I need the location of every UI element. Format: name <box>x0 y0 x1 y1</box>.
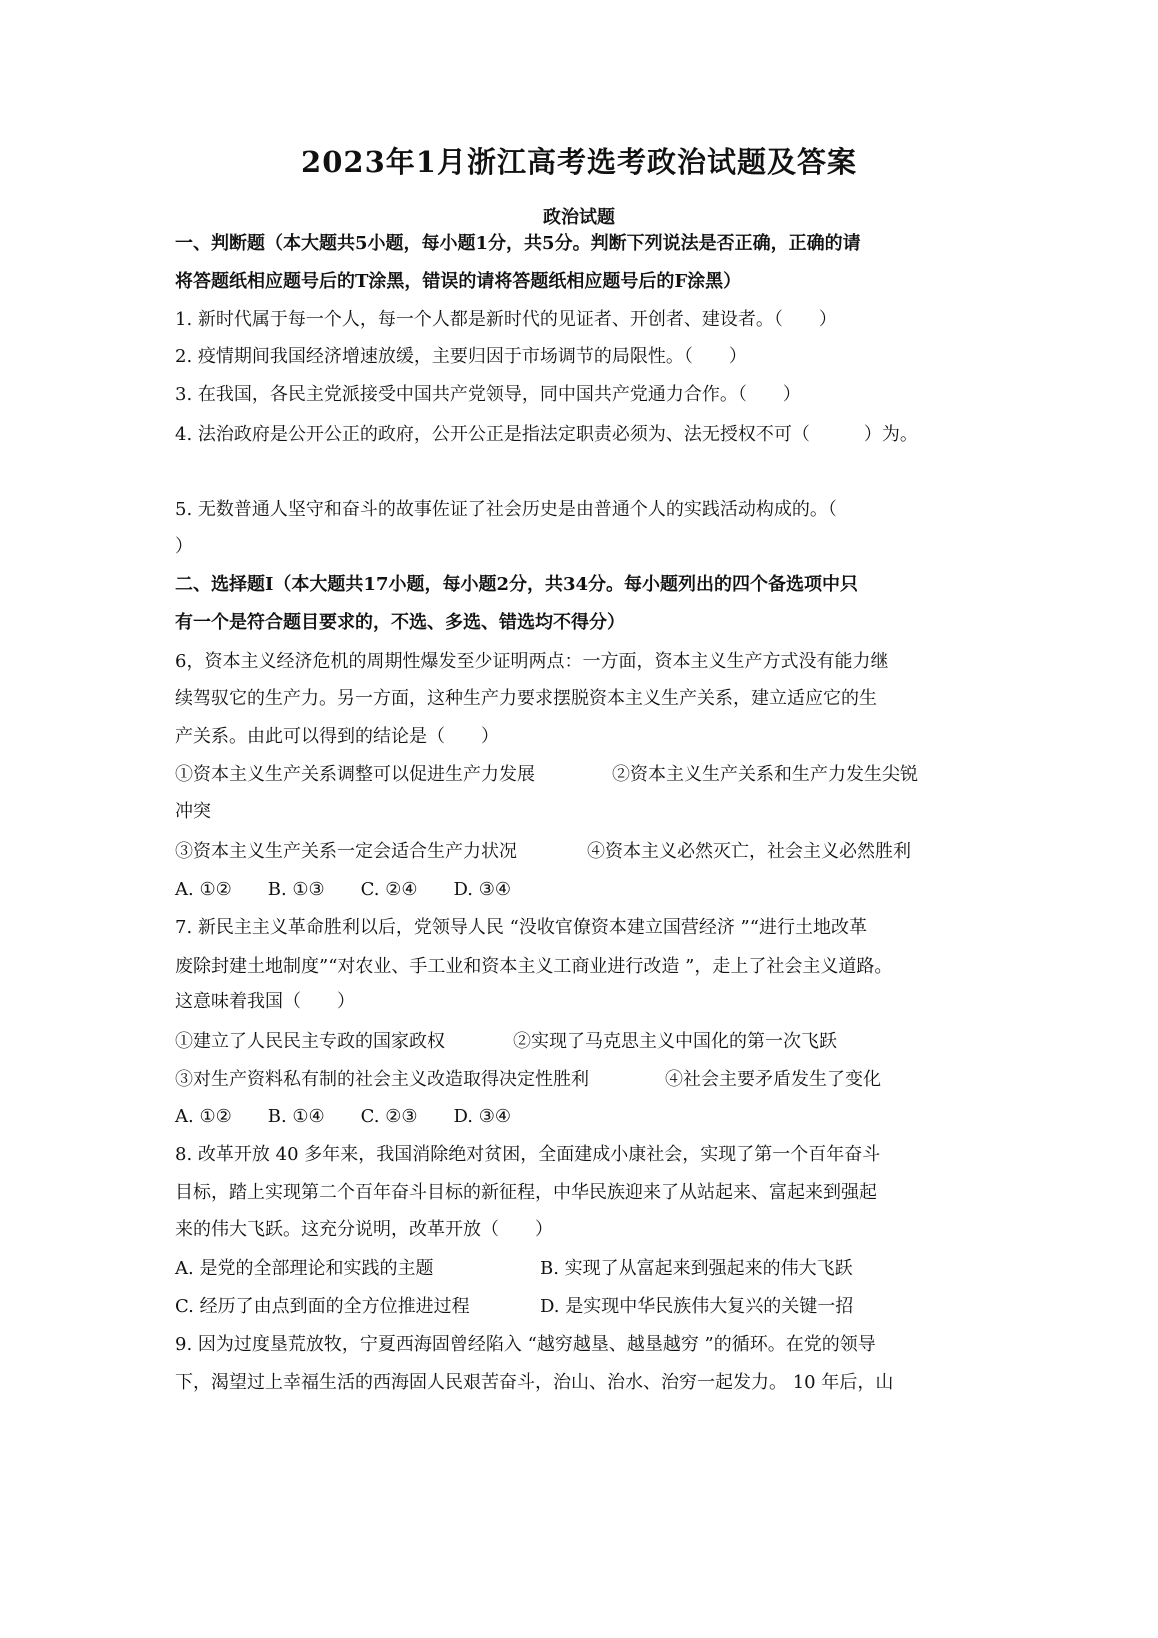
question-7-line-3: 这意味着我国（ ） <box>175 991 355 1012</box>
page-title: 2023年1月浙江高考选考政治试题及答案 <box>301 145 857 179</box>
question-6: 6，资本主义经济危机的周期性爆发至少证明两点：一方面，资本主义生产方式没有能力继 <box>175 651 889 672</box>
section-1-heading: 一、判断题（本大题共5小题，每小题1分，共5分。判断下列说法是否正确，正确的请 <box>175 233 861 254</box>
q7-answer-choices: A. ①② B. ①④ C. ②③ D. ③④ <box>175 1106 512 1127</box>
q6-option-2: ②资本主义生产关系和生产力发生尖锐 <box>612 764 918 785</box>
question-9-line-2: 下，渴望过上幸福生活的西海固人民艰苦奋斗，治山、治水、治穷一起发力。 10 年后，山 <box>175 1372 894 1393</box>
q7-option-1: ①建立了人民民主专政的国家政权 <box>175 1031 445 1052</box>
section-2-heading: 二、选择题Ⅰ（本大题共17小题，每小题2分，共34分。每小题列出的四个备选项中只 <box>175 574 859 595</box>
question-7-line-2: 废除封建土地制度”“对农业、手工业和资本主义工商业进行改造 ”，走上了社会主义道路。 <box>175 956 893 977</box>
q7-option-2: ②实现了马克思主义中国化的第一次飞跃 <box>513 1031 837 1052</box>
question-4: 4. 法治政府是公开公正的政府，公开公正是指法定职责必须为、法无授权不可（ ）为。 <box>175 424 918 445</box>
q6-option-1: ①资本主义生产关系调整可以促进生产力发展 <box>175 764 535 785</box>
q6-answer-choices: A. ①② B. ①③ C. ②④ D. ③④ <box>175 879 512 900</box>
question-6-line-3: 产关系。由此可以得到的结论是（ ） <box>175 726 499 747</box>
q8-option-c: C. 经历了由点到面的全方位推进过程 <box>175 1296 470 1317</box>
question-2: 2. 疫情期间我国经济增速放缓，主要归因于市场调节的局限性。（ ） <box>175 346 747 367</box>
question-5-cont: ） <box>175 536 193 557</box>
question-1: 1. 新时代属于每一个人，每一个人都是新时代的见证者、开创者、建设者。（ ） <box>175 309 837 330</box>
q6-option-4: ④资本主义必然灭亡，社会主义必然胜利 <box>587 841 911 862</box>
q8-option-a: A. 是党的全部理论和实践的主题 <box>175 1258 434 1279</box>
q6-option-2-cont: 冲突 <box>175 801 211 822</box>
q6-option-3: ③资本主义生产关系一定会适合生产力状况 <box>175 841 517 862</box>
section-2-heading-cont: 有一个是符合题目要求的，不选、多选、错选均不得分） <box>175 612 625 633</box>
question-7: 7. 新民主主义革命胜利以后，党领导人民 “没收官僚资本建立国营经济 ”“进行土地改革 <box>175 917 867 938</box>
q8-option-b: B. 实现了从富起来到强起来的伟大飞跃 <box>540 1258 853 1279</box>
q7-option-4: ④社会主要矛盾发生了变化 <box>665 1069 881 1090</box>
section-1-heading-cont: 将答题纸相应题号后的T涂黑，错误的请将答题纸相应题号后的F涂黑） <box>175 271 742 292</box>
question-8-line-2: 目标，踏上实现第二个百年奋斗目标的新征程，中华民族迎来了从站起来、富起来到强起 <box>175 1182 877 1203</box>
question-8: 8. 改革开放 40 多年来，我国消除绝对贫困，全面建成小康社会，实现了第一个百年奋斗 <box>175 1144 881 1165</box>
question-5: 5. 无数普通人坚守和奋斗的故事佐证了社会历史是由普通个人的实践活动构成的。（ <box>175 499 837 520</box>
question-8-line-3: 来的伟大飞跃。这充分说明，改革开放（ ） <box>175 1219 553 1240</box>
question-3: 3. 在我国，各民主党派接受中国共产党领导，同中国共产党通力合作。（ ） <box>175 384 801 405</box>
question-9: 9. 因为过度垦荒放牧，宁夏西海固曾经陷入 “越穷越垦、越垦越穷 ”的循环。在党的领导 <box>175 1334 876 1355</box>
question-6-line-2: 续驾驭它的生产力。另一方面，这种生产力要求摆脱资本主义生产关系，建立适应它的生 <box>175 688 877 709</box>
subject-subtitle: 政治试题 <box>543 207 615 228</box>
q8-option-d: D. 是实现中华民族伟大复兴的关键一招 <box>540 1296 854 1317</box>
q7-option-3: ③对生产资料私有制的社会主义改造取得决定性胜利 <box>175 1069 589 1090</box>
